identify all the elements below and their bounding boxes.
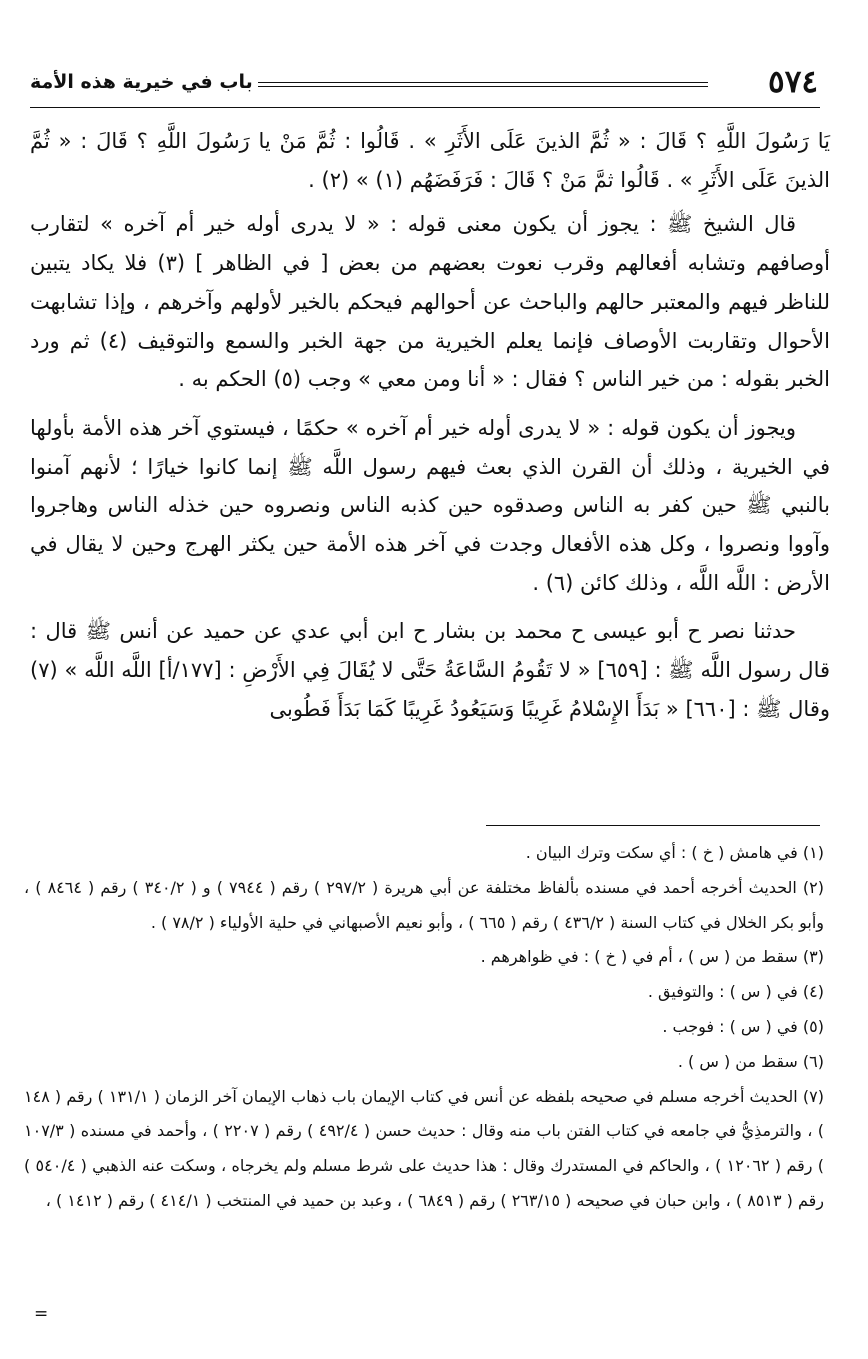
paragraph-shaykh-commentary: قال الشيخ ﷺ : يجوز أن يكون معنى قوله : « لا يدرى أوله خير أم آخره » لتقارب أوصافهم وتشابه أفعالهم وقرب نعوت بعضهم من بعض [ في الظاهر ] (٣) فلا يكاد يتبين للناظر فيهم والمعتبر حالهم والباحث عن أحوالهم فيحكم بالخير لأولهم وآخرهم ، وإذا تشابهت الأحوال وتقاربت الأوصاف فإنما يعلم الخيرية من جهة الخبر والسمع والتوقيف (٤) ثم ورد الخبر بقوله : من خير الناس ؟ فقال : « أنا ومن معي » وجب (٥) الحكم به . [30,212,830,392]
footnote-2: (٢) الحديث أخرجه أحمد في مسنده بألفاظ مختلفة عن أبي هريرة ( ٢٩٧/٢ ) رقم ( ٧٩٤٤ ) و ( ٣٤٠/٢ ) رقم ( ٨٤٦٤ ) ، وأبو بكر الخلال في كتاب السنة ( ٤٣٦/٢ ) رقم ( ٦٦٥ ) ، وأبو نعيم الأصبهاني في حلية الأولياء ( ٧٨/٢ ) . [24,877,825,932]
page-number: ٥٧٤ [768,64,818,100]
header-underline [30,107,820,108]
footnote-6: (٦) سقط من ( س ) . [677,1051,824,1071]
paragraph-second-interpretation: ويجوز أن يكون قوله : « لا يدرى أوله خير أم آخره » حكمًا ، فيستوي آخر هذه الأمة بأولها في الخيرية ، وذلك أن القرن الذي بعث فيهم رسول اللَّه ﷺ إنما كانوا خيارًا ؛ لأنهم آمنوا بالنبي ﷺ حين كفر به الناس وصدقوه حين كذبه الناس ونصروه حين خذله الناس وهاجروا وآووا ونصروا ، وكل هذه الأفعال وجدت في آخر هذه الأمة حين يكثر الهرج وحين لا يقال في الأرض : اللَّه اللَّه ، وذلك كائن (٦) . [30,415,830,595]
footnotes [24,836,824,1219]
main-text [30,122,830,739]
footnote-separator [486,825,820,826]
header-double-rule [258,82,708,87]
footnote-3: (٣) سقط من ( س ) ، أم في ( خ ) : في ظواهرهم . [480,947,824,967]
footnote-4: (٤) في ( س ) : والتوفيق . [647,982,824,1002]
paragraph-hadith-continuation: يَا رَسُولَ اللَّهِ ؟ قَالَ : « ثُمَّ الذينَ عَلَى الأَثَرِ » . قَالُوا : ثُمَّ مَنْ يا رَسُولَ اللَّهِ ؟ قَالَ : « ثُمَّ الذينَ عَلَى الأَثَرِ » . قَالُوا ثمَّ مَنْ ؟ قَالَ : فَرَفَضَهُم (١) » (٢) . [30,129,830,192]
footnote-1: (١) في هامش ( خ ) : أي سكت وترك البيان . [525,843,824,862]
continuation-mark: = [34,1304,49,1324]
paragraph-isnad-hadith: حدثنا نصر ح أبو عيسى ح محمد بن بشار ح ابن أبي عدي عن حميد عن أنس ﷺ قال : قال رسول اللَّه ﷺ : [٦٥٩] « لا تَقُومُ السَّاعَةُ حَتَّى لا يُقَالَ فِي الأَرْضِ : [١٧٧/أ] اللَّه اللَّه » (٧) وقال ﷺ : [٦٦٠] « بَدَأَ الإِسْلامُ غَرِيبًا وَسَيَعُودُ غَرِيبًا كَمَا بَدَأَ فَطُوبى [30,619,831,721]
running-title: باب في خيرية هذه الأمة [30,71,253,93]
footnote-7: (٧) الحديث أخرجه مسلم في صحيحه بلفظه عن أنس في كتاب الإيمان باب ذهاب الإيمان آخر الزمان ( ١٣١/١ ) رقم ( ١٤٨ ) ، والترمذِيُّ في جامعه في كتاب الفتن باب منه وقال : حديث حسن ( ٤٩٢/٤ ) رقم ( ٢٢٠٧ ) ، وأحمد في مسنده ( ١٠٧/٣ ) رقم ( ١٢٠٦٢ ) ، والحاكم في المستدرك وقال : هذا حديث على شرط مسلم ولم يخرجاه ، وسكت عنه الذهبي ( ٥٤٠/٤ ) رقم ( ٨٥١٣ ) ، وابن حبان في صحيحه ( ٢٦٣/١٥ ) رقم ( ٦٨٤٩ ) ، وعبد بن حميد في المنتخب ( ٤١٤/١ ) رقم ( ١٤١٢ ) ، [24,1086,825,1210]
page-header [30,60,820,108]
footnote-5: (٥) في ( س ) : فوجب . [662,1016,824,1036]
